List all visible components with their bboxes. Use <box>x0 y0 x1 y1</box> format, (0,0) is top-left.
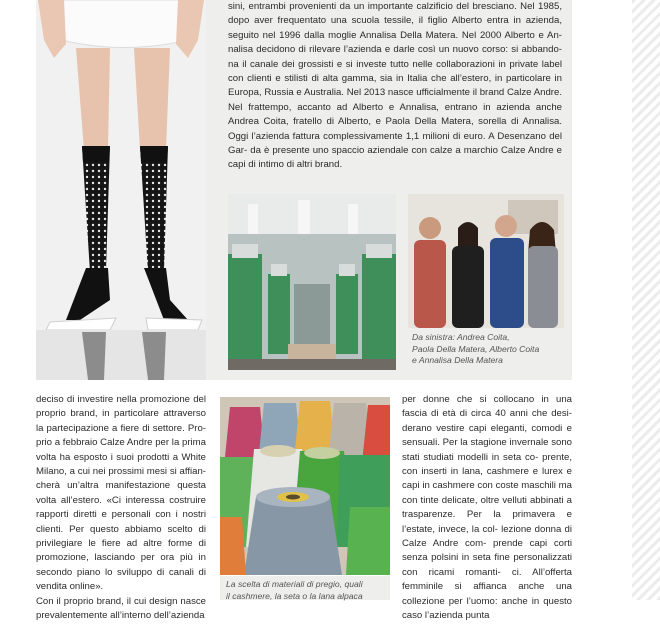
text-line: deciso di investire nella promozione del <box>36 394 206 405</box>
factory-illustration <box>228 194 396 370</box>
text-line: velluti abbinati a trasparenze. Per la <box>402 494 572 521</box>
left-column-paragraph <box>36 393 206 624</box>
page-edge-strip <box>632 0 660 600</box>
text-line: volta ha esposto i suoi prodotti a White <box>36 451 206 463</box>
text-line: nalisa decidono di rilevare l’azienda e darle così un nuovo corso: si abbando- <box>228 44 562 56</box>
right-column-paragraph <box>402 393 572 624</box>
text-line: prende capi corti senza polsini in seta <box>402 538 572 564</box>
people-illustration <box>408 194 564 328</box>
text-line: cherà un’altra manifestazione questa <box>36 480 206 492</box>
text-line: e sensuali. Per la stagione invernale <box>402 422 572 449</box>
knitting-factory-photo <box>228 194 396 370</box>
text-line: prente, con inserti in lana, cashmere <box>402 451 573 478</box>
text-line: Andrea Coita, fratello di Alberto, e Paola Della Matera, sorella di Annalisa. Oggi <box>228 116 562 142</box>
text-line: promozione, lasciando per ora più in <box>36 552 206 564</box>
text-line: prevalentemente all’interno dell’azienda <box>36 610 205 622</box>
text-line: da è presente uno spaccio aziendale con calze a marchio Calze Andre e capi <box>228 145 562 171</box>
top-paragraph <box>228 0 562 173</box>
text-line: maschili ma con tinte delicate, oltre <box>402 480 572 506</box>
text-column-right <box>402 393 572 624</box>
text-line: Milano, a cui nei prossimi mesi si affian- <box>36 466 206 478</box>
text-line: vendita online». <box>36 581 104 593</box>
caption-line: La scelta di materiali di pregio, quali <box>226 579 363 589</box>
text-line: fascia di età di circa 40 anni che desi- <box>402 408 572 420</box>
text-line: seguito nel 1996 dalla moglie Annalisa Della Matera. Nel 2000 Alberto e An- <box>228 29 562 41</box>
legs-illustration <box>36 0 206 380</box>
caption-line: Paola Della Matera, Alberto Coita <box>412 343 540 354</box>
text-line: e lurex e capi in cashmere con coste <box>402 466 572 492</box>
caption-line: e Annalisa Della Matera <box>412 355 503 365</box>
caption-line: il cashmere, la seta o la lana alpaca <box>226 590 363 601</box>
caption-line: Da sinistra: Andrea Coita, <box>412 332 510 342</box>
text-line: Con il proprio brand, il cui design nasce <box>36 595 206 607</box>
people-caption-box <box>408 328 564 370</box>
top-text-block <box>228 0 562 173</box>
yarn-spools-photo <box>220 397 390 575</box>
text-line: privilegiare le fiere ad altre forme di <box>36 538 206 550</box>
text-line: Nel frattempo, accanto ad Alberto e Annalisa, entrano in azienda anche <box>228 101 562 113</box>
text-line: Europa, Russia e Australia. Nel 2013 nasce ufficialmente il brand Calze Andre. <box>228 87 562 99</box>
text-line: derano vestire capi eleganti, comodi <box>402 422 563 434</box>
text-line: sini, entrambi provenienti da un importante calzificio del bresciano. Nel 1985, <box>228 1 562 12</box>
spools-caption-box <box>220 576 390 600</box>
text-line: fine personalizzati con ricami romanti- <box>402 552 572 578</box>
text-line: ci. All’offerta femminile si affianca <box>402 566 572 593</box>
text-line: proprio brand, in particolare attraverso <box>36 408 206 420</box>
text-line: dopo aver frequentato una scuola tessile, il figlio Alberto entra in azienda, <box>228 15 562 27</box>
text-line: sono stati studiati modelli in seta co- <box>402 437 572 463</box>
text-line: prio a febbraio Calze Andre per la prima <box>36 437 206 449</box>
four-people-portrait-photo <box>408 194 564 328</box>
spools-illustration <box>220 397 390 575</box>
text-line: per donne che si collocano in una <box>402 394 572 405</box>
text-line: anche in questo caso l’azienda punta <box>402 595 573 622</box>
text-line: anche una collezione per l’uomo: <box>402 581 572 607</box>
text-line: primavera e l’estate, invece, la col- <box>402 509 573 535</box>
text-line: la partecipazione a fiere di settore. Pro- <box>36 422 206 434</box>
people-caption <box>412 332 560 367</box>
text-line: volta all’estero. «Ci interessa costruire <box>36 494 206 506</box>
text-line: rapporti diretti e personali con i nostri <box>36 509 206 521</box>
text-line: con clienti e stilisti di alta gamma, sia in Italia che all’estero, in particolare in <box>228 73 562 85</box>
text-line: lezione donna di Calze Andre com- <box>402 523 572 550</box>
legs-stockings-photo <box>36 0 206 380</box>
text-line: na il canale dei grossisti e si investe tutto nelle collaborazioni in private label <box>228 58 562 70</box>
text-line: secondo piano lo sviluppo di canali di <box>36 566 206 578</box>
spools-caption <box>226 579 386 602</box>
text-line: di intimo di altri brand. <box>248 159 343 171</box>
text-line: clienti. Per questo abbiamo scelto di <box>36 523 206 535</box>
text-column-left <box>36 393 206 624</box>
text-line: l’azienda fattura complessivamente 1,1 milioni di euro. A Desenzano del Gar- <box>228 130 563 157</box>
